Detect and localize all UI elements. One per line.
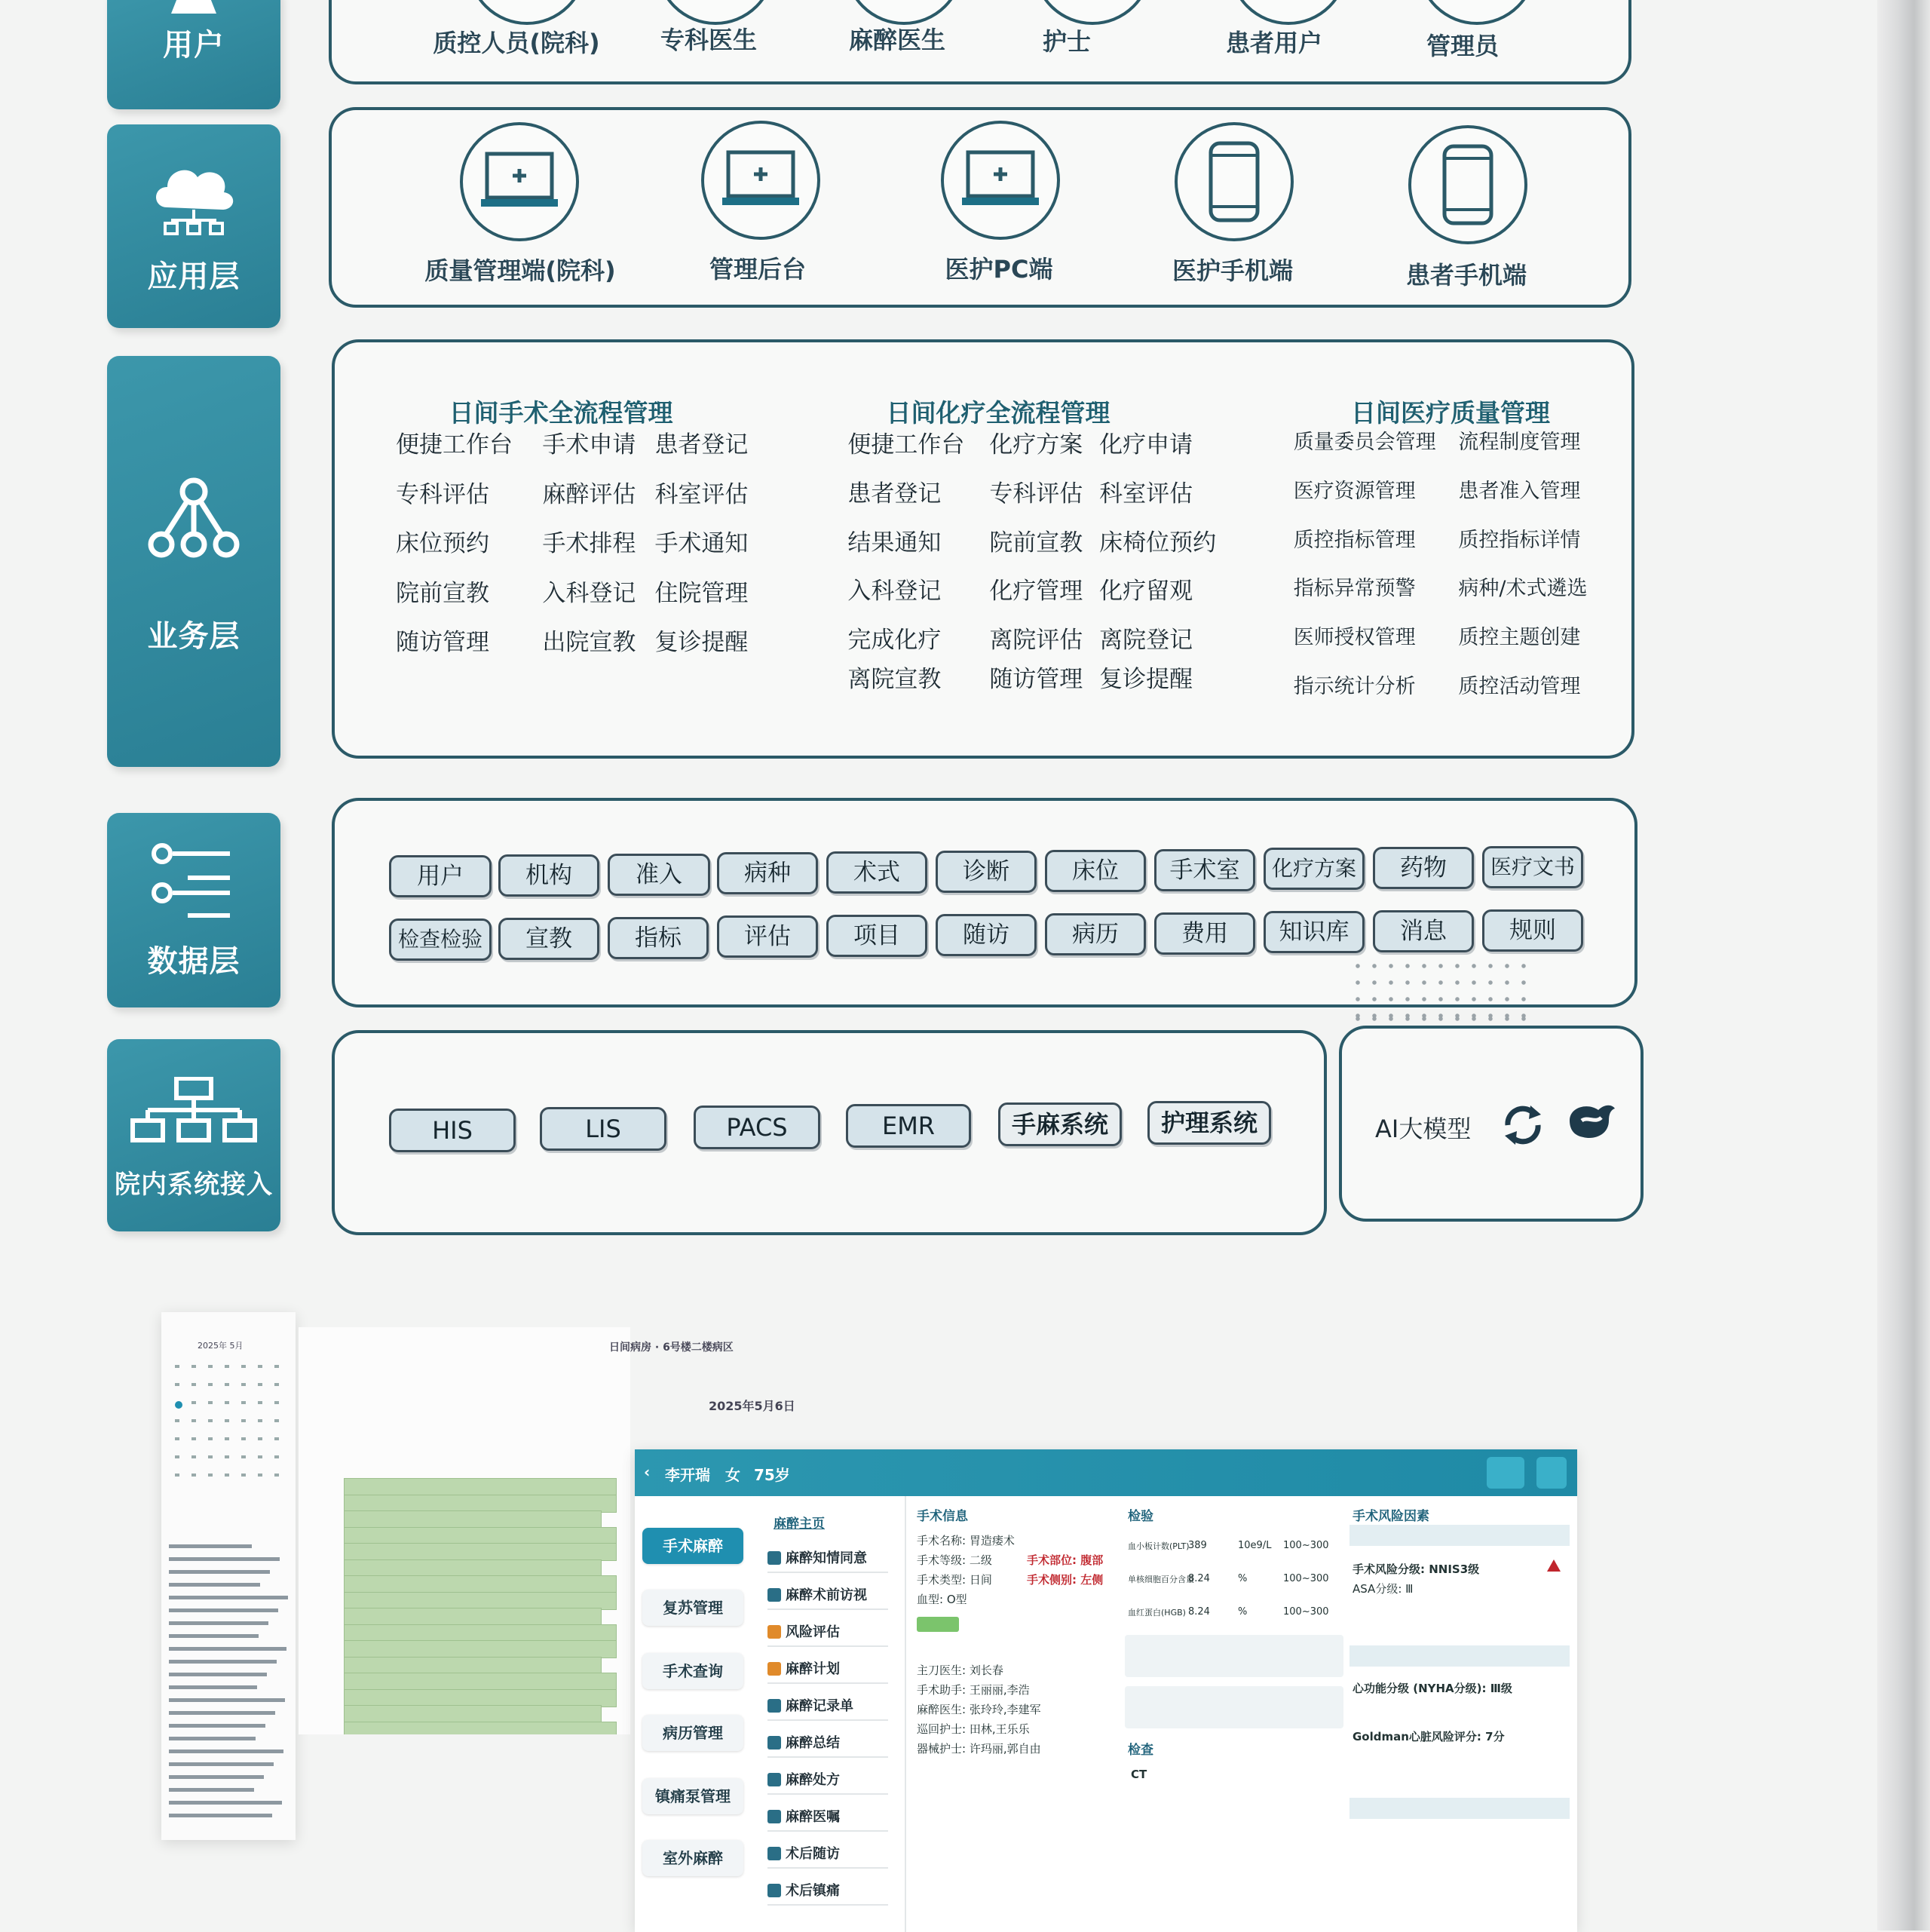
lab-name: 血红蛋白(HGB) (1128, 1608, 1186, 1618)
business-item: 质量委员会管理 (1293, 431, 1436, 454)
lab-value: 8.24 (1188, 1573, 1210, 1584)
user-circle (1417, 0, 1536, 25)
business-item: 专科评估 (989, 480, 1083, 508)
user-circle (1229, 0, 1348, 25)
layer-label-app: 应用层 (147, 259, 240, 294)
surgery-field: 手术名称: 胃造瘘术 (917, 1534, 1015, 1547)
document-icon (767, 1736, 781, 1750)
data-entity-pill: 药物 (1373, 847, 1474, 889)
business-item: 住院管理 (654, 579, 749, 607)
data-entity-pill: 消息 (1373, 910, 1474, 952)
calendar-day[interactable] (241, 1419, 246, 1422)
staff-member: 麻醉医生: 张玲玲,李建军 (917, 1703, 1041, 1716)
calendar-day[interactable] (208, 1474, 213, 1477)
data-entity-pill: 项目 (826, 915, 927, 957)
business-item: 指标异常预警 (1293, 577, 1416, 601)
calendar-day[interactable] (191, 1365, 196, 1368)
calendar-day[interactable] (225, 1383, 229, 1386)
data-entity-pill: 病种 (717, 852, 818, 894)
lab-ref: 100~300 (1283, 1606, 1329, 1618)
risk-section (1349, 1502, 1570, 1924)
business-item: 随访管理 (989, 666, 1083, 694)
business-item: 质控指标详情 (1458, 528, 1581, 552)
app-circle (460, 122, 579, 241)
business-item: 离院登记 (1099, 627, 1193, 655)
business-item: 指示统计分析 (1293, 675, 1416, 698)
document-icon (767, 1588, 781, 1602)
header-grid-icon[interactable] (1487, 1457, 1524, 1489)
recycle-arrows-icon (1500, 1102, 1546, 1148)
calendar-day[interactable] (225, 1419, 229, 1422)
surgery-field: 手术类型: 日间 (917, 1573, 992, 1587)
business-item: 床位预约 (396, 530, 489, 558)
surgery-site: 手术部位: 腹部 (1027, 1553, 1104, 1567)
list-item[interactable] (169, 1647, 286, 1651)
layer-tab-data (107, 813, 280, 1007)
nyha-grade: 心功能分级 (NYHA分级): Ⅲ级 (1353, 1682, 1512, 1695)
phone-icon (1178, 125, 1291, 238)
patient-header (635, 1449, 1577, 1496)
lab-value: 8.24 (1188, 1606, 1210, 1618)
lab-name: 单核细胞百分含量 (1128, 1575, 1194, 1584)
menu-item[interactable]: 术后随访 (767, 1842, 888, 1869)
system-pacs: PACS (694, 1106, 820, 1149)
schedule-bar[interactable] (344, 1673, 617, 1691)
business-item: 医疗资源管理 (1293, 479, 1416, 503)
app-label: 质量管理端(院科) (424, 256, 616, 285)
data-entity-pill: 床位 (1045, 850, 1146, 892)
business-item: 科室评估 (1099, 480, 1193, 508)
header-menu-icon[interactable] (1536, 1457, 1567, 1489)
calendar-day[interactable] (208, 1455, 213, 1458)
calendar-day[interactable] (191, 1455, 196, 1458)
user-role: 管理员 (1426, 32, 1499, 60)
app-label: 患者手机端 (1405, 261, 1527, 290)
user-role: 麻醉医生 (848, 26, 945, 54)
nav-records[interactable]: 病历管理 (642, 1715, 743, 1751)
surgery-side: 手术侧别: 左侧 (1027, 1573, 1104, 1587)
menu-item[interactable]: 麻醉记录单 (767, 1694, 888, 1721)
business-item: 复诊提醒 (654, 629, 749, 657)
document-icon (767, 1625, 781, 1639)
calendar-day[interactable] (274, 1437, 279, 1440)
business-item: 随访管理 (396, 629, 489, 657)
calendar-day[interactable] (225, 1455, 229, 1458)
user-icon (164, 0, 224, 15)
lab-ref: 100~300 (1283, 1573, 1329, 1584)
business-item: 化疗方案 (989, 431, 1083, 458)
calendar-day[interactable] (225, 1365, 229, 1368)
exam-card (1125, 1763, 1343, 1816)
business-item: 医师授权管理 (1293, 626, 1416, 650)
calendar-day[interactable] (208, 1383, 213, 1386)
list-item[interactable] (169, 1570, 270, 1574)
layer-label-user: 用户 (163, 28, 225, 63)
business-item: 院前宣教 (396, 579, 489, 607)
business-item: 完成化疗 (847, 627, 942, 655)
system-nursing: 护理系统 (1147, 1101, 1271, 1145)
calendar-day[interactable] (175, 1419, 179, 1422)
list-item[interactable] (169, 1634, 259, 1638)
calendar-sidebar-screenshot (161, 1312, 296, 1840)
schedule-bar[interactable] (344, 1495, 617, 1513)
menu-item[interactable]: 麻醉术前访视 (767, 1583, 888, 1610)
business-col-title: 日间化疗全流程管理 (886, 398, 1111, 428)
calendar-day[interactable] (208, 1365, 213, 1368)
business-item: 化疗管理 (989, 578, 1083, 606)
calendar-day[interactable] (258, 1383, 262, 1386)
schedule-bar[interactable] (344, 1543, 617, 1561)
calendar-day[interactable] (274, 1419, 279, 1422)
list-item[interactable] (169, 1608, 278, 1612)
calendar-day[interactable] (274, 1383, 279, 1386)
schedule-bar[interactable] (344, 1592, 617, 1610)
phone-icon (1411, 128, 1524, 241)
data-entity-pill: 宣教 (498, 918, 599, 960)
data-entity-pill: 手术室 (1154, 849, 1255, 891)
risk-title: 手术风险因素 (1353, 1509, 1429, 1524)
calendar-day[interactable] (175, 1437, 179, 1440)
schedule-bar[interactable] (344, 1510, 602, 1529)
asa-grade: ASA分级: Ⅲ (1353, 1582, 1414, 1596)
calendar-day[interactable] (175, 1455, 179, 1458)
staff-member: 巡回护士: 田林,王乐乐 (917, 1722, 1030, 1736)
business-item: 结果通知 (847, 529, 942, 557)
business-item: 质控主题创建 (1458, 626, 1581, 650)
risk-subheader (1349, 1798, 1570, 1819)
data-entity-pill: 指标 (608, 917, 709, 959)
menu-item[interactable]: 麻醉总结 (767, 1731, 888, 1758)
staff-member: 器械护士: 许玛丽,郭自由 (917, 1742, 1041, 1756)
list-item[interactable] (169, 1685, 257, 1689)
calendar-day[interactable] (191, 1474, 196, 1477)
list-item[interactable] (169, 1583, 260, 1587)
list-item[interactable] (169, 1621, 268, 1625)
layer-label-data: 数据层 (147, 944, 240, 979)
list-item[interactable] (169, 1762, 274, 1766)
ward-schedule-screenshot (299, 1327, 630, 1734)
app-circle (1408, 125, 1527, 244)
surgery-field: 手术等级: 二级 (917, 1553, 992, 1567)
calendar-day[interactable] (258, 1419, 262, 1422)
system-anesthesia: 手麻系统 (998, 1102, 1122, 1146)
menu-item[interactable]: 麻醉处方 (767, 1768, 888, 1795)
data-entity-pill: 医疗文书 (1482, 846, 1583, 888)
risk-grade: 手术风险分级: NNIS3级 (1353, 1562, 1480, 1576)
org-tree-icon (130, 1077, 258, 1145)
laptop-icon (463, 125, 576, 238)
calendar-day[interactable] (191, 1401, 196, 1404)
calendar-day[interactable] (208, 1419, 213, 1422)
data-entity-pill: 随访 (936, 914, 1037, 956)
exam-ct: CT (1131, 1768, 1147, 1781)
business-item: 麻醉评估 (542, 480, 636, 508)
lab-name: 血小板计数(PLT) (1128, 1541, 1190, 1551)
business-col-title: 日间医疗质量管理 (1351, 398, 1550, 428)
data-entity-pill: 评估 (717, 915, 818, 958)
layer-label-business: 业务层 (147, 619, 240, 654)
business-item: 手术排程 (542, 530, 636, 558)
exam-title: 检查 (1128, 1743, 1153, 1758)
binder-edge (1877, 0, 1930, 1930)
calendar-day[interactable] (241, 1383, 246, 1386)
business-item: 流程制度管理 (1458, 431, 1581, 454)
user-role: 护士 (1042, 27, 1091, 56)
surgery-info-section (914, 1502, 1125, 1924)
ai-panel (1339, 1026, 1644, 1222)
patient-gender: 女 (725, 1466, 740, 1484)
anesthesia-menu (761, 1496, 906, 1932)
integration-panel (332, 1030, 1327, 1235)
goldman-score: Goldman心脏风险评分: 7分 (1353, 1730, 1505, 1743)
business-item: 入科登记 (847, 578, 942, 606)
business-item: 患者登记 (654, 431, 749, 458)
cloud-network-icon (149, 158, 239, 241)
list-item[interactable] (169, 1801, 282, 1805)
schedule-bar[interactable] (344, 1478, 617, 1496)
layer-tab-integration (107, 1039, 280, 1231)
document-icon (767, 1884, 781, 1897)
user-role: 质控人员(院科) (433, 29, 600, 57)
calendar-day[interactable] (241, 1365, 246, 1368)
data-entity-pill: 化疗方案 (1264, 848, 1365, 890)
whale-logo-icon (1565, 1098, 1618, 1143)
surgery-info-title: 手术信息 (917, 1509, 968, 1524)
app-label: 医护PC端 (945, 255, 1053, 284)
list-item[interactable] (169, 1673, 267, 1676)
calendar-day[interactable] (208, 1401, 213, 1404)
lab-value: 389 (1188, 1540, 1207, 1551)
app-circle (1175, 122, 1294, 241)
calendar-day[interactable] (191, 1419, 196, 1422)
schedule-bar[interactable] (344, 1640, 617, 1658)
nav-surgery-query[interactable]: 手术查询 (642, 1653, 743, 1689)
schedule-bar[interactable] (344, 1575, 617, 1593)
app-label: 医护手机端 (1172, 256, 1293, 285)
business-item: 床椅位预约 (1099, 529, 1217, 557)
list-item[interactable] (169, 1737, 256, 1740)
business-item: 手术申请 (542, 431, 636, 458)
layer-tab-business (107, 356, 280, 767)
data-entity-pill: 诊断 (936, 851, 1037, 893)
nav-recovery[interactable]: 复苏管理 (642, 1590, 743, 1626)
calendar-day[interactable] (225, 1437, 229, 1440)
nav-outside-anesthesia[interactable]: 室外麻醉 (642, 1840, 743, 1876)
list-item[interactable] (169, 1788, 254, 1792)
business-item: 质控指标管理 (1293, 528, 1416, 552)
menu-item[interactable]: 麻醉计划 (767, 1657, 888, 1684)
ward-title: 日间病房 · 6号楼二楼病区 (609, 1342, 734, 1354)
lab-unit: 10e9/L (1238, 1540, 1272, 1551)
app-circle (701, 121, 820, 240)
list-item[interactable] (169, 1698, 285, 1702)
business-item: 专科评估 (396, 480, 489, 508)
menu-item[interactable]: 风险评估 (767, 1620, 888, 1647)
list-item[interactable] (169, 1814, 272, 1817)
list-item[interactable] (169, 1544, 252, 1548)
data-entity-pill: 准入 (608, 854, 710, 896)
data-entity-pill: 用户 (389, 855, 492, 897)
calendar-day[interactable] (258, 1437, 262, 1440)
menu-item[interactable]: 术后镇痛 (767, 1878, 888, 1906)
layer-tab-app (107, 124, 280, 328)
schedule-bar[interactable] (344, 1559, 602, 1578)
calendar-day[interactable] (191, 1383, 196, 1386)
anesthesia-app-screenshot (635, 1449, 1577, 1932)
schedule-bar[interactable] (344, 1705, 602, 1723)
data-entity-pill: 费用 (1154, 912, 1255, 955)
ai-label: AI大模型 (1375, 1115, 1472, 1143)
ward-header (603, 1335, 1055, 1413)
data-entity-pill: 规则 (1482, 909, 1583, 952)
system-lis: LIS (540, 1107, 666, 1151)
staff-member: 手术助手: 王丽丽,李浩 (917, 1683, 1030, 1697)
user-circle (467, 0, 587, 25)
left-nav (635, 1496, 755, 1932)
system-emr: EMR (846, 1104, 971, 1148)
business-item: 患者准入管理 (1458, 479, 1581, 503)
schedule-bar[interactable] (344, 1657, 602, 1675)
menu-title: 麻醉主页 (774, 1516, 825, 1532)
schedule-bar[interactable] (344, 1689, 617, 1707)
user-circle (1033, 0, 1152, 25)
document-icon (767, 1810, 781, 1823)
lab-unit: % (1238, 1606, 1248, 1618)
document-icon (767, 1551, 781, 1565)
patient-name: 李开瑞 (665, 1466, 710, 1484)
business-item: 化疗留观 (1099, 578, 1193, 606)
calendar-day[interactable] (241, 1455, 246, 1458)
risk-subheader (1349, 1525, 1570, 1546)
calendar-day[interactable] (241, 1474, 246, 1477)
user-role: 专科医生 (660, 26, 757, 54)
business-item: 患者登记 (847, 480, 942, 508)
staff-member: 主刀医生: 刘长春 (917, 1664, 1003, 1677)
business-item: 复诊提醒 (1099, 666, 1193, 694)
app-panel (329, 107, 1631, 308)
calendar-day[interactable] (258, 1455, 262, 1458)
business-item: 科室评估 (654, 480, 749, 508)
nav-pain-pump[interactable]: 镇痛泵管理 (642, 1778, 743, 1814)
calendar-day[interactable] (258, 1474, 262, 1477)
business-item: 院前宣教 (989, 529, 1083, 557)
system-his: HIS (389, 1109, 516, 1152)
data-entity-pill: 病历 (1045, 913, 1146, 955)
calendar-day[interactable] (225, 1401, 229, 1404)
layer-label-integration: 院内系统接入 (115, 1170, 273, 1200)
list-item[interactable] (169, 1660, 277, 1664)
list-item[interactable] (169, 1775, 264, 1779)
business-item: 便捷工作台 (847, 431, 965, 458)
calendar-day[interactable] (274, 1474, 279, 1477)
calendar-day[interactable] (274, 1365, 279, 1368)
document-icon (767, 1773, 781, 1786)
app-label: 管理后台 (709, 255, 806, 284)
list-item[interactable] (169, 1557, 280, 1561)
lab-unit: % (1238, 1573, 1248, 1584)
document-icon (767, 1699, 781, 1713)
lab-card (1125, 1686, 1343, 1728)
business-item: 化疗申请 (1099, 431, 1193, 458)
business-panel (332, 339, 1634, 759)
lab-section (1125, 1502, 1343, 1924)
business-item: 质控活动管理 (1458, 675, 1581, 698)
business-col-title: 日间手术全流程管理 (449, 398, 673, 428)
risk-subheader (1349, 1645, 1570, 1667)
calendar-day[interactable] (274, 1455, 279, 1458)
calendar-day[interactable] (208, 1437, 213, 1440)
user-role: 患者用户 (1225, 29, 1322, 57)
schedule-bar[interactable] (344, 1624, 617, 1642)
laptop-icon (944, 124, 1057, 237)
data-entity-pill: 知识库 (1264, 911, 1365, 953)
warning-triangle-icon (1547, 1559, 1561, 1572)
calendar-day[interactable] (191, 1437, 196, 1440)
patient-age: 75岁 (754, 1466, 790, 1484)
calendar-day[interactable] (241, 1401, 246, 1404)
calendar-day[interactable] (225, 1474, 229, 1477)
list-item[interactable] (169, 1724, 265, 1728)
calendar-day[interactable] (241, 1437, 246, 1440)
menu-item[interactable]: 麻醉知情同意 (767, 1546, 888, 1573)
calendar-day[interactable] (258, 1365, 262, 1368)
schedule-date: 2025年5月6日 (709, 1399, 795, 1413)
document-icon (767, 1847, 781, 1860)
nav-surgery-anesthesia[interactable]: 手术麻醉 (642, 1528, 743, 1564)
menu-item[interactable]: 麻醉医嘱 (767, 1805, 888, 1832)
calendar-day[interactable] (175, 1401, 182, 1409)
calendar-day[interactable] (175, 1383, 179, 1386)
list-item[interactable] (169, 1596, 288, 1599)
list-item[interactable] (169, 1711, 275, 1715)
calendar-day[interactable] (175, 1474, 179, 1477)
business-item: 入科登记 (542, 579, 636, 607)
laptop-icon (704, 124, 817, 237)
calendar-month: 2025年 5月 (198, 1341, 244, 1351)
lab-card (1125, 1635, 1343, 1677)
business-item: 离院宣教 (847, 666, 942, 694)
back-chevron-icon[interactable]: ‹ (644, 1463, 651, 1481)
data-entity-pill: 术式 (826, 851, 927, 894)
schedule-bar[interactable] (344, 1722, 617, 1735)
business-item: 离院评估 (989, 627, 1083, 655)
data-entity-pill: 检查检验 (389, 918, 492, 961)
hierarchy-icon (145, 477, 243, 560)
document-icon (767, 1662, 781, 1676)
lab-ref: 100~300 (1283, 1540, 1329, 1551)
business-item: 便捷工作台 (396, 431, 513, 458)
infection-tag (917, 1617, 959, 1632)
business-item: 病种/术式遴选 (1458, 577, 1588, 601)
schedule-bar[interactable] (344, 1608, 602, 1626)
schedule-bar[interactable] (344, 1527, 617, 1545)
surgery-field: 血型: O型 (917, 1593, 967, 1606)
calendar-day[interactable] (258, 1401, 262, 1404)
data-entity-pill: 机构 (498, 854, 599, 897)
app-circle (941, 121, 1060, 240)
layer-tab-user (107, 0, 280, 109)
list-item[interactable] (169, 1750, 283, 1753)
calendar-day[interactable] (274, 1401, 279, 1404)
user-panel (329, 0, 1631, 84)
calendar-day[interactable] (175, 1365, 179, 1368)
lab-title: 检验 (1128, 1509, 1153, 1524)
business-item: 手术通知 (654, 530, 749, 558)
business-item: 出院宣教 (542, 629, 636, 657)
list-icon (149, 843, 239, 926)
